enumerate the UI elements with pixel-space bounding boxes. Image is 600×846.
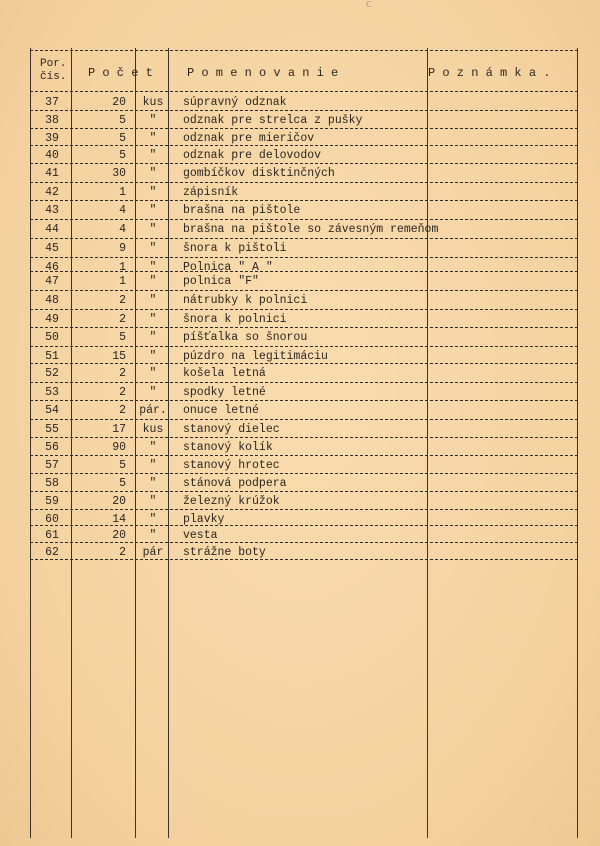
row-num: 57 (45, 459, 59, 472)
row-qty: 30 (112, 167, 126, 180)
row-qty: 20 (112, 529, 126, 542)
row-name: šnora k polnici (183, 313, 287, 326)
row-name: súpravný odznak (183, 96, 287, 109)
row-unit: " (149, 313, 157, 326)
row-unit: " (149, 114, 157, 127)
table-rule-left (30, 48, 31, 838)
row-unit: " (149, 223, 157, 236)
row-name: púzdro na legitimáciu (183, 350, 328, 363)
row-qty: 15 (112, 350, 126, 363)
row-num: 42 (45, 186, 59, 199)
row-qty: 1 (119, 261, 126, 274)
row-qty: 4 (119, 223, 126, 236)
row-rule (30, 182, 578, 183)
row-num: 48 (45, 294, 59, 307)
row-qty: 2 (119, 546, 126, 559)
row-qty: 2 (119, 386, 126, 399)
row-num: 51 (45, 350, 59, 363)
row-rule (30, 346, 578, 347)
row-num: 58 (45, 477, 59, 490)
row-name: stánová podpera (183, 477, 287, 490)
row-unit: " (149, 350, 157, 363)
row-num: 37 (45, 96, 59, 109)
row-name: brašna na pištole (183, 204, 301, 217)
row-rule (30, 419, 578, 420)
row-name: odznak pre delovodov (183, 149, 322, 162)
table-rule-name (427, 48, 428, 838)
row-num: 38 (45, 114, 59, 127)
row-num: 59 (45, 495, 59, 508)
row-name: plavky (183, 513, 225, 526)
row-unit: " (149, 459, 157, 472)
row-rule (30, 542, 578, 543)
row-unit: " (149, 167, 157, 180)
row-num: 39 (45, 132, 59, 145)
row-name: gombíčkov disktinčných (183, 167, 335, 180)
row-rule (30, 309, 578, 310)
row-rule (30, 437, 578, 438)
row-name: stanový dielec (183, 423, 280, 436)
row-rule (30, 559, 578, 560)
row-qty: 5 (119, 114, 126, 127)
row-rule (30, 382, 578, 383)
row-qty: 14 (112, 513, 126, 526)
row-num: 41 (45, 167, 59, 180)
row-unit: " (149, 132, 157, 145)
row-num: 53 (45, 386, 59, 399)
row-unit: " (149, 331, 157, 344)
row-num: 61 (45, 529, 59, 542)
row-num: 43 (45, 204, 59, 217)
row-name: zápisník (183, 186, 239, 199)
row-name: onuce letné (183, 404, 259, 417)
row-qty: 20 (112, 96, 126, 109)
row-unit: " (149, 477, 157, 490)
row-qty: 5 (119, 149, 126, 162)
row-rule (30, 163, 578, 164)
row-num: 46 (45, 261, 59, 274)
pencil-mark: ᑕ (366, 1, 372, 10)
row-name: brašna na pištole so závesným remeňom (183, 223, 439, 236)
row-qty: 4 (119, 204, 126, 217)
row-rule (30, 257, 578, 258)
row-num: 40 (45, 149, 59, 162)
row-rule (30, 363, 578, 364)
row-name: spodky letné (183, 386, 266, 399)
row-rule (30, 400, 578, 401)
row-qty: 1 (119, 186, 126, 199)
row-rule (30, 200, 578, 201)
header-top-rule (30, 50, 578, 51)
row-qty: 20 (112, 495, 126, 508)
row-unit: " (149, 513, 157, 526)
header-pocet: P o č e t (88, 66, 153, 80)
row-name: polnica "F" (183, 275, 259, 288)
row-qty: 9 (119, 242, 126, 255)
row-num: 49 (45, 313, 59, 326)
row-qty: 2 (119, 313, 126, 326)
row-unit: " (149, 242, 157, 255)
row-unit: " (149, 204, 157, 217)
row-qty: 17 (112, 423, 126, 436)
row-qty: 5 (119, 132, 126, 145)
row-unit: " (149, 186, 157, 199)
row-num: 56 (45, 441, 59, 454)
row-num: 62 (45, 546, 59, 559)
row-unit: kus (142, 423, 164, 436)
row-rule (30, 290, 578, 291)
row-num: 60 (45, 513, 59, 526)
row-rule (30, 473, 578, 474)
row-rule (30, 509, 578, 510)
row-name: odznak pre strelca z pušky (183, 114, 363, 127)
row-rule (30, 110, 578, 111)
row-unit: " (149, 294, 157, 307)
row-name: stanový hrotec (183, 459, 280, 472)
row-name: železný krúžok (183, 495, 280, 508)
row-rule (30, 327, 578, 328)
header-bottom-rule (30, 91, 578, 92)
row-unit: pár (142, 546, 164, 559)
row-name: stanový kolík (183, 441, 273, 454)
row-unit: " (149, 529, 157, 542)
row-qty: 1 (119, 275, 126, 288)
row-qty: 2 (119, 404, 126, 417)
row-qty: 5 (119, 477, 126, 490)
row-unit: " (149, 386, 157, 399)
row-name: strážne boty (183, 546, 266, 559)
row-unit: " (149, 441, 157, 454)
row-qty: 2 (119, 367, 126, 380)
row-rule (30, 145, 578, 146)
row-unit: pár. (139, 404, 167, 417)
row-unit: kus (142, 96, 164, 109)
row-unit: " (149, 495, 157, 508)
row-rule (30, 238, 578, 239)
row-qty: 5 (119, 459, 126, 472)
header-poznamka: P o z n á m k a . (428, 66, 551, 80)
header-por-cis: Por. čís. (40, 58, 67, 83)
row-rule (30, 128, 578, 129)
row-unit: " (149, 367, 157, 380)
table-rule-num (71, 48, 72, 838)
table-rule-right (577, 48, 578, 838)
row-name: píšťalka so šnorou (183, 331, 308, 344)
row-qty: 5 (119, 331, 126, 344)
row-name: Polnica " A " (183, 261, 273, 274)
row-unit: " (149, 261, 157, 274)
row-unit: " (149, 149, 157, 162)
row-num: 54 (45, 404, 59, 417)
row-num: 47 (45, 275, 59, 288)
row-qty: 2 (119, 294, 126, 307)
row-rule (30, 271, 578, 272)
row-num: 52 (45, 367, 59, 380)
row-name: odznak pre mieričov (183, 132, 315, 145)
row-rule (30, 455, 578, 456)
row-unit: " (149, 275, 157, 288)
row-name: vesta (183, 529, 218, 542)
header-pomenovanie: P o m e n o v a n i e (187, 66, 339, 80)
row-num: 50 (45, 331, 59, 344)
row-rule (30, 491, 578, 492)
row-name: šnora k pištoli (183, 242, 287, 255)
row-num: 55 (45, 423, 59, 436)
row-rule (30, 219, 578, 220)
row-rule (30, 525, 578, 526)
table-rule-qty (135, 48, 136, 838)
row-num: 44 (45, 223, 59, 236)
row-name: košela letná (183, 367, 266, 380)
row-name: nátrubky k polnici (183, 294, 308, 307)
row-qty: 90 (112, 441, 126, 454)
row-num: 45 (45, 242, 59, 255)
